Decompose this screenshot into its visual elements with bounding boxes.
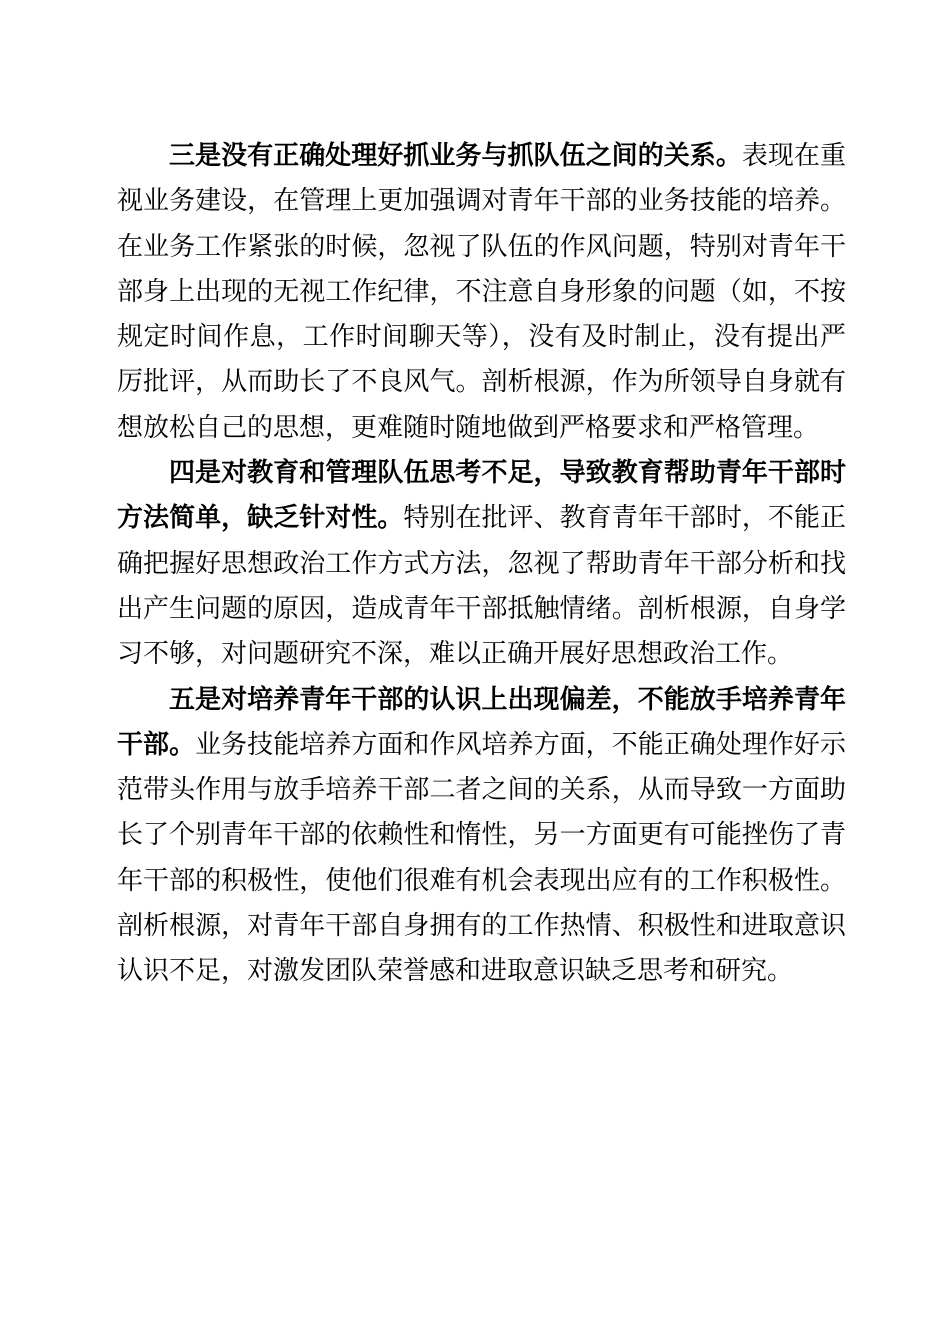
- paragraph-body: 业务技能培养方面和作风培养方面，不能正确处理作好示范带头作用与放手培养干部二者之间的关系，从而导致一方面助长了个别青年干部的依赖性和惰性，另一方面更有可能挫伤了青年干部的积极性，使他们很难有机会表现出应有的工作积极性。剖析根源，对青年干部自身拥有的工作热情、积极性和进取意识认识不足，对激发团队荣誉感和进取意识缺乏思考和研究。: [117, 729, 846, 986]
- paragraph: [117, 133, 846, 450]
- paragraph-body: 特别在批评、教育青年干部时，不能正确把握好思想政治工作方式方法，忽视了帮助青年干部分析和找出产生问题的原因，造成青年干部抵触情绪。剖析根源，自身学习不够，对问题研究不深，难以正确开展好思想政治工作。: [117, 503, 846, 669]
- paragraph-lead: 四是对教育和管理队伍思考不足，导致教育帮助青年干部时方法简单，缺乏针对性。: [117, 458, 846, 533]
- paragraph-lead: 五是对培养青年干部的认识上出现偏差，不能放手培养青年干部。: [117, 684, 846, 759]
- paragraph: [117, 450, 846, 676]
- paragraph: [117, 677, 846, 994]
- paragraph-lead: 三是没有正确处理好抓业务与抓队伍之间的关系。: [169, 141, 742, 170]
- paragraph-body: 表现在重视业务建设，在管理上更加强调对青年干部的业务技能的培养。在业务工作紧张的时候，忽视了队伍的作风问题，特别对青年干部身上出现的无视工作纪律，不注意自身形象的问题（如，不按规定时间作息，工作时间聊天等），没有及时制止，没有提出严厉批评，从而助长了不良风气。剖析根源，作为所领导自身就有想放松自己的思想，更难随时随地做到严格要求和严格管理。: [117, 141, 846, 442]
